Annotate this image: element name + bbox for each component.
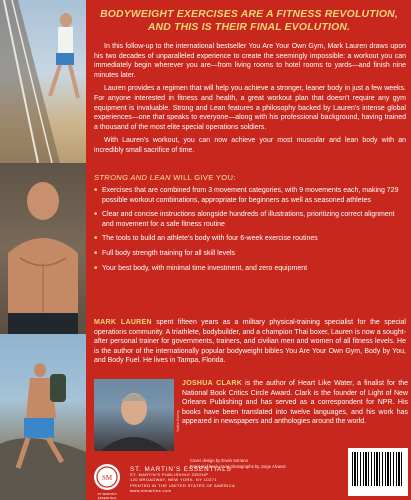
- intro-paragraph-2: Lauren provides a regimen that will help you achieve a stronger, leaner body in just a few weeks. For anyone interested in fitness and health, a great workout plan that doesn't require any gym equipment is invaluable. Strong and Lean features a philosophy backed by Lauren's intense global experiences—one that speaks to everyone—along with his professional background, having trained a thousand of the most elite special operations soldiers.: [94, 85, 406, 131]
- barcode: [348, 448, 408, 496]
- cover-photo-portrait: [0, 163, 86, 334]
- intro-paragraph-3: With Lauren's workout, you can now achieve your most muscular and lean body with an incredibly small sacrifice of time.: [94, 137, 406, 154]
- photo-credit-clark: Yadira Conroy: [176, 410, 180, 433]
- author-bio-lauren-text: spent fifteen years as a military physical-training specialist for the special operations community. A triathlete, bodybuilder, and a champion Thai boxer, Lauren is now a sought-after personal trainer for governments, trainers, and civilian men and women of all fitness levels. He is the author of the internationally popular bodyweight bibles You Are Your Own Gym, Body by You, and Body Fuel. He lives in Tampa, Florida.: [94, 319, 406, 365]
- benefits-list: [94, 186, 406, 278]
- publisher-name: ST. MARTIN'S ESSENTIALS: [130, 466, 232, 473]
- benefit-item: ■ The tools to build an athlete's body with four 6-week exercise routines: [94, 234, 406, 244]
- cover-photo-pier: [0, 0, 86, 163]
- benefit-item: ■ Exercises that are combined from 3 movement categories, with 9 movements each, making 729 possible workout combinations, appropriate for beginners as well as seasoned athletes: [94, 186, 406, 205]
- publisher-logo-icon: [94, 464, 120, 490]
- intro-text: [94, 42, 406, 160]
- intro-paragraph-1: In this follow-up to the international bestseller You Are Your Own Gym, Mark Lauren draws upon his two decades of unparalleled experience to create the seemingly impossible: a workout you can immediately begin wherever you are—from living rooms to hotel rooms to yards—and finish nine minutes later.: [94, 43, 406, 79]
- author-photo-clark: [94, 379, 174, 451]
- publisher-info: [130, 467, 235, 493]
- cover-photo-rocks: [0, 334, 86, 500]
- text-panel: [90, 0, 408, 500]
- benefit-item: ■ Full body strength training for all skill levels: [94, 249, 406, 259]
- publisher-logo-text: ST. MARTIN'S ESSENTIALS: [97, 492, 117, 500]
- author-bio-clark: [182, 379, 408, 427]
- svg-text:SM: SM: [101, 474, 113, 482]
- headline-line-1: BODYWEIGHT EXERCISES ARE A FITNESS REVOLUTION,: [100, 9, 398, 20]
- author-name-clark: JOSHUA CLARK: [182, 380, 243, 387]
- book-title: STRONG AND LEAN: [94, 173, 171, 182]
- publisher-printed: PRINTED IN THE UNITED STATES OF AMERICA: [130, 482, 236, 488]
- publisher-address: 120 BROADWAY, NEW YORK, NY 10271: [130, 477, 217, 483]
- barcode-bars: [352, 452, 404, 486]
- cover-design-credit: Cover design by Erwin Serrano: [190, 458, 248, 463]
- publisher-group: ST. MARTIN'S PUBLISHING GROUP: [130, 472, 209, 478]
- author-bio-lauren: [94, 318, 406, 366]
- benefit-item: ■ Your best body, with minimal time investment, and zero equipment: [94, 264, 406, 274]
- headline-line-2: AND THIS IS THEIR FINAL EVOLUTION.: [147, 22, 351, 33]
- photo-column: [0, 0, 86, 500]
- benefits-heading-suffix: WILL GIVE YOU:: [170, 173, 236, 182]
- author-bio-clark-text: is the author of Heart Like Water, a finalist for the National Book Critics Circle Award. Clark is the founder of Light of New Orleans Publishing and has served as a correspondent for NPR. His books have been translated into twelve languages, and his work has appeared in newspapers and anthologies around the world.: [182, 380, 408, 426]
- author-name-lauren: MARK LAUREN: [94, 319, 152, 326]
- benefits-heading: [94, 173, 236, 182]
- headline: [92, 8, 406, 34]
- publisher-url: www.stmartins.com: [130, 487, 172, 493]
- benefit-item: ■ Clear and concise instructions alongside hundreds of illustrations, prioritizing correct alignment and movement for a safe fitness routine: [94, 210, 406, 229]
- cover-photo-credit: Front and back cover photographs by Jorge Alvarez: [190, 464, 286, 469]
